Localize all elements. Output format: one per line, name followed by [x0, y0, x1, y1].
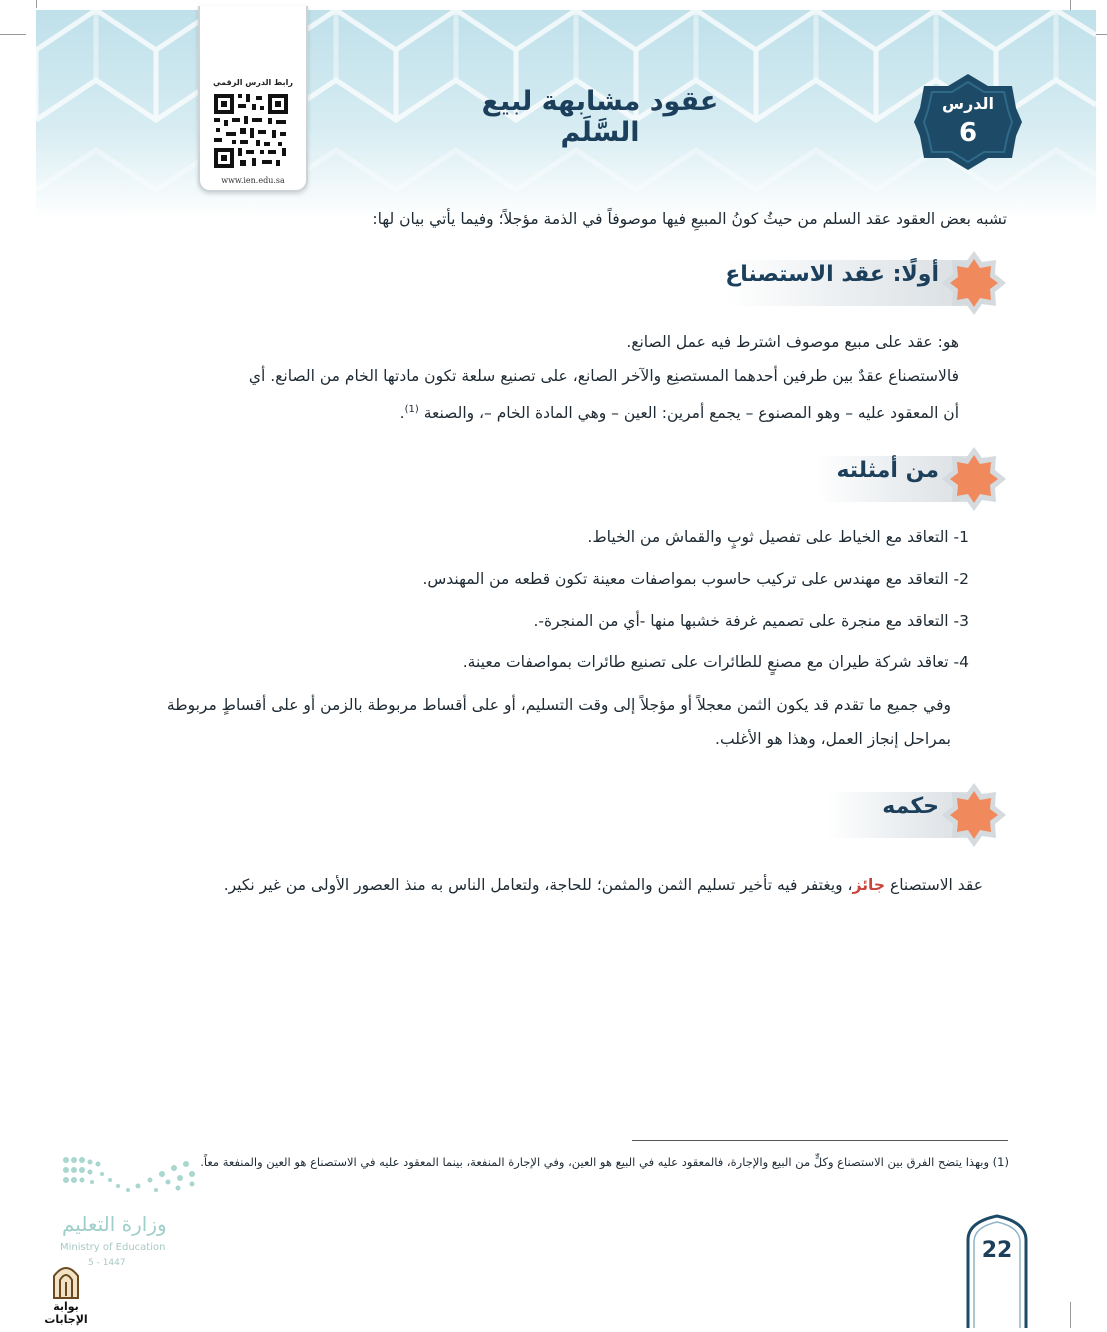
qr-caption: رابط الدرس الرقمي: [213, 78, 293, 87]
footnote: (1) وبهذا يتضح الفرق بين الاستصناع وكلٍّ من البيع والإجارة، فالمعقود عليه في البيع هو العين، وفي الإجارة المنفعة، بينما المعقود عليه في الاستصناع هو العين والمنفعة معاً.: [200, 1155, 1009, 1169]
definition-line-3: [169, 393, 959, 430]
example-item: 2- التعاقد مع مهندس على تركيب حاسوب بمواصفات معينة تكون قطعه من المهندس.: [422, 570, 969, 588]
crop-mark: [0, 34, 26, 35]
ministry-year: 5 - 1447: [88, 1258, 126, 1268]
footnote-ref[interactable]: (1): [404, 404, 419, 415]
section-heading: حكمه: [882, 794, 939, 819]
star-icon: [941, 782, 1007, 848]
lesson-label: الدرس: [941, 94, 995, 113]
page-number: 22: [981, 1238, 1013, 1263]
ministry-name-en: Ministry of Education: [60, 1242, 166, 1253]
crop-mark: [1070, 1302, 1071, 1328]
section-heading: أولًا: عقد الاستصناع: [725, 262, 939, 287]
example-item: 1- التعاقد مع الخياط على تفصيل ثوبٍ والقماش من الخياط.: [587, 528, 969, 546]
definition-line-3-text: أن المعقود عليه – وهو المصنوع – يجمع أمرين: العين – وهي المادة الخام –، والصنعة: [423, 404, 959, 423]
payment-note: وفي جميع ما تقدم قد يكون الثمن معجلاً أو مؤجلاً إلى وقت التسليم، أو على أقساط مربوطة بالزمن أو على أقساطٍ مربوطة بمراحل إنجاز العمل، وهذا هو الأغلب.: [166, 696, 951, 748]
portal-name: بوابة الإجابات: [44, 1300, 88, 1326]
ruling-text-after: ، ويغتفر فيه تأخير تسليم الثمن والمثمن؛ للحاجة، ولتعامل الناس به منذ العصور الأولى من غير نكير.: [223, 876, 853, 894]
definition-line-3-end: .: [399, 404, 405, 423]
portal-logo-icon: [30, 1258, 102, 1300]
intro-text: تشبه بعض العقود عقد السلم من حيثُ كونُ المبيعِ فيها موصوفاً في الذمة مؤجلاً؛ وفيما يأتي بيان لها:: [372, 210, 1007, 228]
star-icon: [941, 250, 1007, 316]
ruling-word: جائز: [852, 876, 886, 894]
section-heading: من أمثلته: [836, 458, 939, 483]
lesson-badge: [912, 72, 1024, 172]
star-icon: [941, 446, 1007, 512]
example-item: 3- التعاقد مع منجرة على تصميم غرفة خشبها منها -أي من المنجرة-.: [533, 612, 969, 630]
page-title: عقود مشابهة لبيع السَّلَم: [481, 86, 719, 148]
lesson-number: 6: [958, 118, 978, 148]
ministry-name-ar: وزارة التعليم: [62, 1212, 167, 1236]
footnote-divider: [632, 1140, 1008, 1141]
qr-card[interactable]: [198, 6, 308, 192]
example-item: 4- تعاقد شركة طيران مع مصنعٍ للطائرات على تصنيع طائرات بمواصفات معينة.: [462, 653, 969, 671]
ruling-text-before: عقد الاستصناع: [885, 876, 983, 894]
qr-url[interactable]: www.ien.edu.sa: [221, 176, 285, 185]
section-header-istisna: [727, 250, 1007, 316]
ministry-dots-icon: [58, 1150, 198, 1200]
page-number-tab: [966, 1214, 1028, 1328]
definition-line-1: هو: عقد على مبيع موصوف اشترط فيه عمل الصانع.: [626, 333, 959, 351]
definition-line-2: فالاستصناع عقدٌ بين طرفين أحدهما المستصنِع والآخر الصانع، على تصنيع سلعة تكون مادتها الخام من الصانع. أي: [248, 367, 959, 385]
ministry-logo: [58, 1150, 208, 1270]
crop-mark: [36, 0, 37, 8]
section-header-examples: [817, 446, 1007, 512]
portal-watermark: [30, 1258, 102, 1326]
ruling-paragraph: [153, 868, 983, 902]
definition-paragraph: [169, 325, 959, 430]
page-tab-shape: [966, 1214, 1028, 1328]
section-header-ruling: [827, 782, 1007, 848]
qr-code-icon[interactable]: [212, 92, 290, 174]
